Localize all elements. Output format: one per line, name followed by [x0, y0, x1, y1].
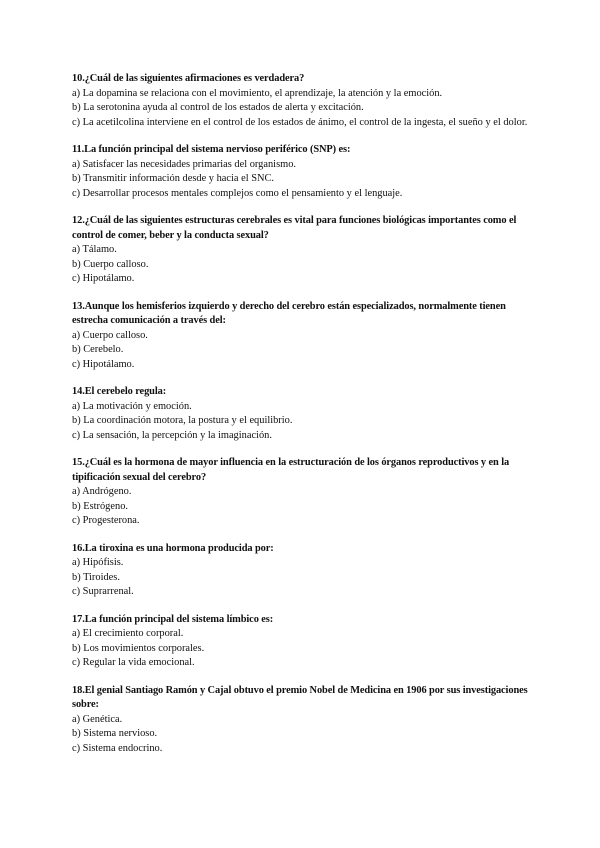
option-a: a) Cuerpo calloso. — [72, 329, 148, 341]
question-11 — [72, 143, 532, 201]
question-17 — [72, 613, 532, 671]
option-a: a) El crecimiento corporal. — [72, 628, 184, 639]
option-a: a) Satisfacer las necesidades primarias del organismo. — [72, 158, 296, 170]
option-b: b) Sistema nervioso. — [72, 728, 158, 739]
option-b: b) Cuerpo calloso. — [72, 258, 149, 270]
question-15 — [72, 456, 532, 529]
option-c: c) Progesterona. — [72, 515, 140, 526]
question-16 — [72, 542, 532, 600]
question-13 — [72, 300, 532, 373]
option-c: c) Regular la vida emocional. — [72, 657, 195, 668]
option-a: a) La motivación y emoción. — [72, 400, 192, 412]
question-title: 16.La tiroxina es una hormona producida por: — [72, 542, 274, 554]
option-b: b) La serotonina ayuda al control de los estados de alerta y excitación. — [72, 102, 364, 113]
option-c: c) La sensación, la percepción y la imaginación. — [72, 429, 272, 441]
option-c: c) Hipotálamo. — [72, 358, 135, 370]
question-title: 13.Aunque los hemisferios izquierdo y derecho del cerebro están especializados, normalmente tienen estrecha comunicación a través del: — [72, 300, 506, 326]
option-c: c) Sistema endocrino. — [72, 742, 163, 754]
option-b: b) Los movimientos corporales. — [72, 642, 205, 654]
option-c: c) Suprarrenal. — [72, 586, 134, 597]
question-title: 18.El genial Santiago Ramón y Cajal obtuvo el premio Nobel de Medicina en 1906 por sus investigaciones sobre: — [72, 684, 528, 710]
question-title: 15.¿Cuál es la hormona de mayor influencia en la estructuración de los órganos reproductivos y en la tipificación sexual del cerebro? — [72, 457, 510, 483]
option-b: b) Transmitir información desde y hacia el SNC. — [72, 173, 275, 184]
option-b: b) Tiroides. — [72, 571, 120, 583]
question-title: 11.La función principal del sistema nervioso periférico (SNP) es: — [72, 144, 351, 155]
option-a: a) Andrógeno. — [72, 486, 132, 497]
option-c: c) La acetilcolina interviene en el control de los estados de ánimo, el control de la ingesta, el sueño y el dolor. — [72, 116, 528, 128]
question-title: 10.¿Cuál de las siguientes afirmaciones es verdadera? — [72, 73, 305, 84]
option-b: b) Estrógeno. — [72, 500, 128, 512]
question-12 — [72, 214, 532, 287]
option-b: b) La coordinación motora, la postura y el equilibrio. — [72, 415, 293, 426]
question-14 — [72, 385, 532, 443]
question-18 — [72, 684, 532, 757]
option-a: a) Genética. — [72, 713, 123, 725]
question-title: 17.La función principal del sistema límbico es: — [72, 613, 274, 625]
option-a: a) Hipófisis. — [72, 557, 124, 568]
option-a: a) La dopamina se relaciona con el movimiento, el aprendizaje, la atención y la emoción. — [72, 87, 443, 99]
option-c: c) Hipotálamo. — [72, 273, 135, 284]
question-10 — [72, 72, 532, 130]
option-b: b) Cerebelo. — [72, 344, 124, 355]
question-list — [72, 72, 532, 769]
question-title: 12.¿Cuál de las siguientes estructuras cerebrales es vital para funciones biológicas importantes como el control de comer, beber y la conducta sexual? — [72, 215, 517, 241]
option-c: c) Desarrollar procesos mentales complejos como el pensamiento y el lenguaje. — [72, 187, 403, 199]
question-title: 14.El cerebelo regula: — [72, 386, 167, 397]
option-a: a) Tálamo. — [72, 244, 117, 255]
